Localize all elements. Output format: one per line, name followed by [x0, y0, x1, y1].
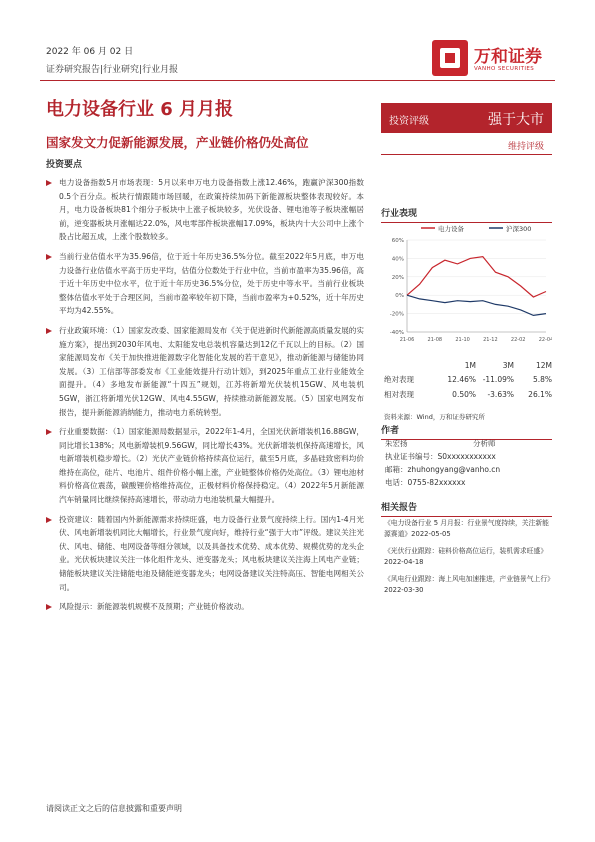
header-divider	[40, 80, 555, 81]
table-row	[384, 387, 552, 402]
analyst-phone: 电话：0755-82xxxxxx	[385, 478, 466, 487]
table-cell: 0.50%	[452, 390, 476, 399]
summary-label: 投资要点	[46, 160, 83, 170]
related-report-link[interactable]: 《电力设备行业 5 月月报：行业景气度持续，关注新能源赛道》2022-05-05	[384, 519, 549, 538]
rating-status-row	[381, 133, 552, 155]
y-tick-label: -40%	[389, 330, 404, 336]
rating-label: 投资评级	[389, 116, 429, 127]
x-tick-label: 21-06	[399, 337, 415, 343]
legend-label: 沪深300	[506, 225, 532, 233]
rating-bar	[381, 103, 552, 133]
table-cell: 12.46%	[447, 375, 476, 384]
key-point	[46, 425, 364, 507]
table-header-cell: 3M	[502, 361, 514, 370]
table-cell: 相对表现	[384, 390, 414, 399]
point-text: 电力设备指数5月市场表现：5月以来申万电力设备指数上涨12.46%，跑赢沪深300指数0.5个百分点。板块行情跟随市场回暖，在政策持续加码下新能源板块整体表现较好。本月，电力设备板块81个细分子板块中上涨子板块较多，光伏设备、锂电池等子板块涨幅居前，逆变器板块月涨幅达22.0%，风电零部件板块涨幅17.09%，板块内十大公司中上涨个股占比超五成，上涨个股数较多。	[59, 178, 364, 242]
x-tick-label: 21-08	[427, 337, 443, 343]
table-header-cell: 1M	[464, 361, 476, 370]
key-point	[46, 513, 364, 595]
x-tick-label: 22-02	[510, 337, 526, 343]
analyst-row	[381, 450, 552, 463]
report-date: 2022 年 06 月 02 日	[46, 47, 134, 57]
bullet-triangle-icon	[46, 328, 52, 334]
related-reports	[384, 518, 552, 602]
y-tick-label: 20%	[391, 274, 404, 281]
analyst-row	[381, 437, 552, 450]
bullet-triangle-icon	[46, 254, 52, 260]
logo-mark-icon	[432, 40, 468, 76]
company-logo	[432, 40, 562, 76]
table-cell: -3.63%	[487, 390, 514, 399]
table-cell: 26.1%	[528, 390, 552, 399]
bullet-triangle-icon	[46, 180, 52, 186]
logo-text: 万和证券	[474, 47, 542, 67]
point-text: 行业政策环境：（1）国家发改委、国家能源局发布《关于促进新时代新能源高质量发展的实施方案》，提出到2030年风电、太阳能发电总装机容量达到12亿千瓦以上的目标。（2）国家能源局发布《关于加快推进能源数字化智能化发展的若干意见》，推动新能源与储能协同发展。（3）工信部等部委发布《工业能效提升行动计划》，到2025年重点工业行业能效全面提升。（4）多地发布新能源“十四五”规划，江苏将新增光伏装机15GW、风电装机5GW，浙江将新增光伏12GW、风电4.55GW，持续推动新能源发展。（5）国家电网发布报告，提升新能源消纳能力，推动电力系统转型。	[59, 325, 364, 417]
key-point	[46, 176, 364, 244]
analyst-license: 执业证书编号：S0xxxxxxxxxxx	[385, 452, 496, 461]
y-tick-label: 40%	[391, 256, 404, 263]
performance-table	[384, 359, 552, 402]
key-point	[46, 250, 364, 318]
bullet-triangle-icon	[46, 429, 52, 435]
related-report-link[interactable]: 《光伏行业跟踪：硅料价格高位运行，装机需求旺盛》2022-04-18	[384, 547, 548, 566]
table-cell: 5.8%	[532, 375, 552, 384]
point-text: 当前行业估值水平为35.96倍，位于近十年历史36.5%分位。截至2022年5月底，申万电力设备行业估值水平高于历史平均，估值分位数处于行业中位，当前市盈率为35.96倍，高于近十年历史中位水平，位于近十年历史36.5%分位，处于历史中等水平。当前行业板块整体估值水平处于合理区间，当前市盈率较年初下降，当前市盈率为+0.52%，近十年历史平均为42.55%。	[59, 251, 364, 316]
related-heading: 相关报告	[381, 500, 552, 517]
point-text: 投资建议：随着国内外新能源需求持续旺盛，电力设备行业景气度持续上行。国内1-4月光伏、风电新增装机同比大幅增长，行业景气度向好，维持行业“强于大市”评级。建议关注光伏、风电、储能、电网设备等细分领域，以及具备技术优势、成本优势、规模优势的龙头企业。光伏板块建议关注一体化组件龙头、逆变器龙头；风电板块建议关注海上风电产业链；储能板块建议关注储能电池及储能逆变器龙头；电网设备建议关注特高压、智能电网相关公司。	[59, 514, 364, 592]
table-header-cell: 12M	[535, 361, 552, 370]
analyst-row	[381, 476, 552, 489]
table-cell: -11.09%	[482, 375, 514, 384]
rating-box	[381, 103, 552, 155]
point-text: 行业重要数据：（1）国家能源局数据显示，2022年1-4月，全国光伏新增装机16.88GW，同比增长138%；风电新增装机9.56GW，同比增长43%。光伏新增装机保持高速增长，风电新增装机稳步增长。（2）光伏产业链价格持续高位运行，截至5月底，多晶硅致密料均价维持在高位，硅片、电池片、组件价格小幅上涨，产业链整体价格仍处高位。（3）锂电池材料价格高位震荡，碳酸锂价格维持高位，正极材料价格保持稳定。（4）2022年5月新能源汽车销量同比继续保持高速增长，带动动力电池装机量大幅提升。	[59, 427, 364, 505]
performance-heading: 行业表现	[381, 206, 552, 223]
analyst-info	[381, 437, 552, 489]
key-point	[46, 600, 364, 614]
bullet-triangle-icon	[46, 604, 52, 610]
table-row	[384, 372, 552, 387]
table-header-cell	[384, 359, 438, 372]
performance-chart-svg	[381, 220, 552, 350]
performance-chart	[381, 220, 552, 350]
bullet-triangle-icon	[46, 517, 52, 523]
legend-label: 电力设备	[438, 225, 464, 233]
analyst-name: 朱宏扬	[385, 439, 408, 448]
analyst-heading: 作者	[381, 423, 552, 440]
analyst-title: 分析师	[473, 439, 496, 448]
y-tick-label: 0%	[395, 293, 404, 300]
y-tick-label: -20%	[389, 311, 404, 318]
x-tick-label: 21-10	[455, 337, 470, 343]
key-points	[46, 176, 364, 620]
x-tick-label: 21-12	[483, 337, 498, 343]
rating-keep: 维持评级	[507, 142, 544, 152]
logo-english-text: VANHO SECURITIES	[474, 66, 535, 72]
analyst-email[interactable]: 邮箱：zhuhongyang@vanho.cn	[385, 465, 501, 474]
analyst-row	[381, 463, 552, 476]
report-title: 电力设备行业 6 月月报	[46, 99, 234, 120]
key-point	[46, 324, 364, 419]
data-source-note: 资料来源：Wind，万和证券研究所	[384, 413, 485, 421]
series-line	[407, 295, 546, 315]
report-subtitle: 国家发文力促新能源发展，产业链价格仍处高位	[46, 135, 309, 150]
y-tick-label: 60%	[391, 238, 404, 244]
footer-disclaimer: 请阅读正文之后的信息披露和重要声明	[46, 804, 182, 813]
related-report-link[interactable]: 《风电行业跟踪：海上风电加速推进，产业链景气上行》2022-03-30	[384, 575, 551, 594]
point-text: 风险提示：新能源装机规模不及预期；产业链价格波动。	[59, 602, 249, 612]
rating-value: 强于大市	[488, 112, 544, 128]
table-header-row	[384, 359, 552, 372]
table-cell: 绝对表现	[384, 375, 414, 384]
x-tick-label: 22-04	[538, 337, 552, 343]
report-category: 证券研究报告|行业研究|行业月报	[46, 65, 179, 75]
